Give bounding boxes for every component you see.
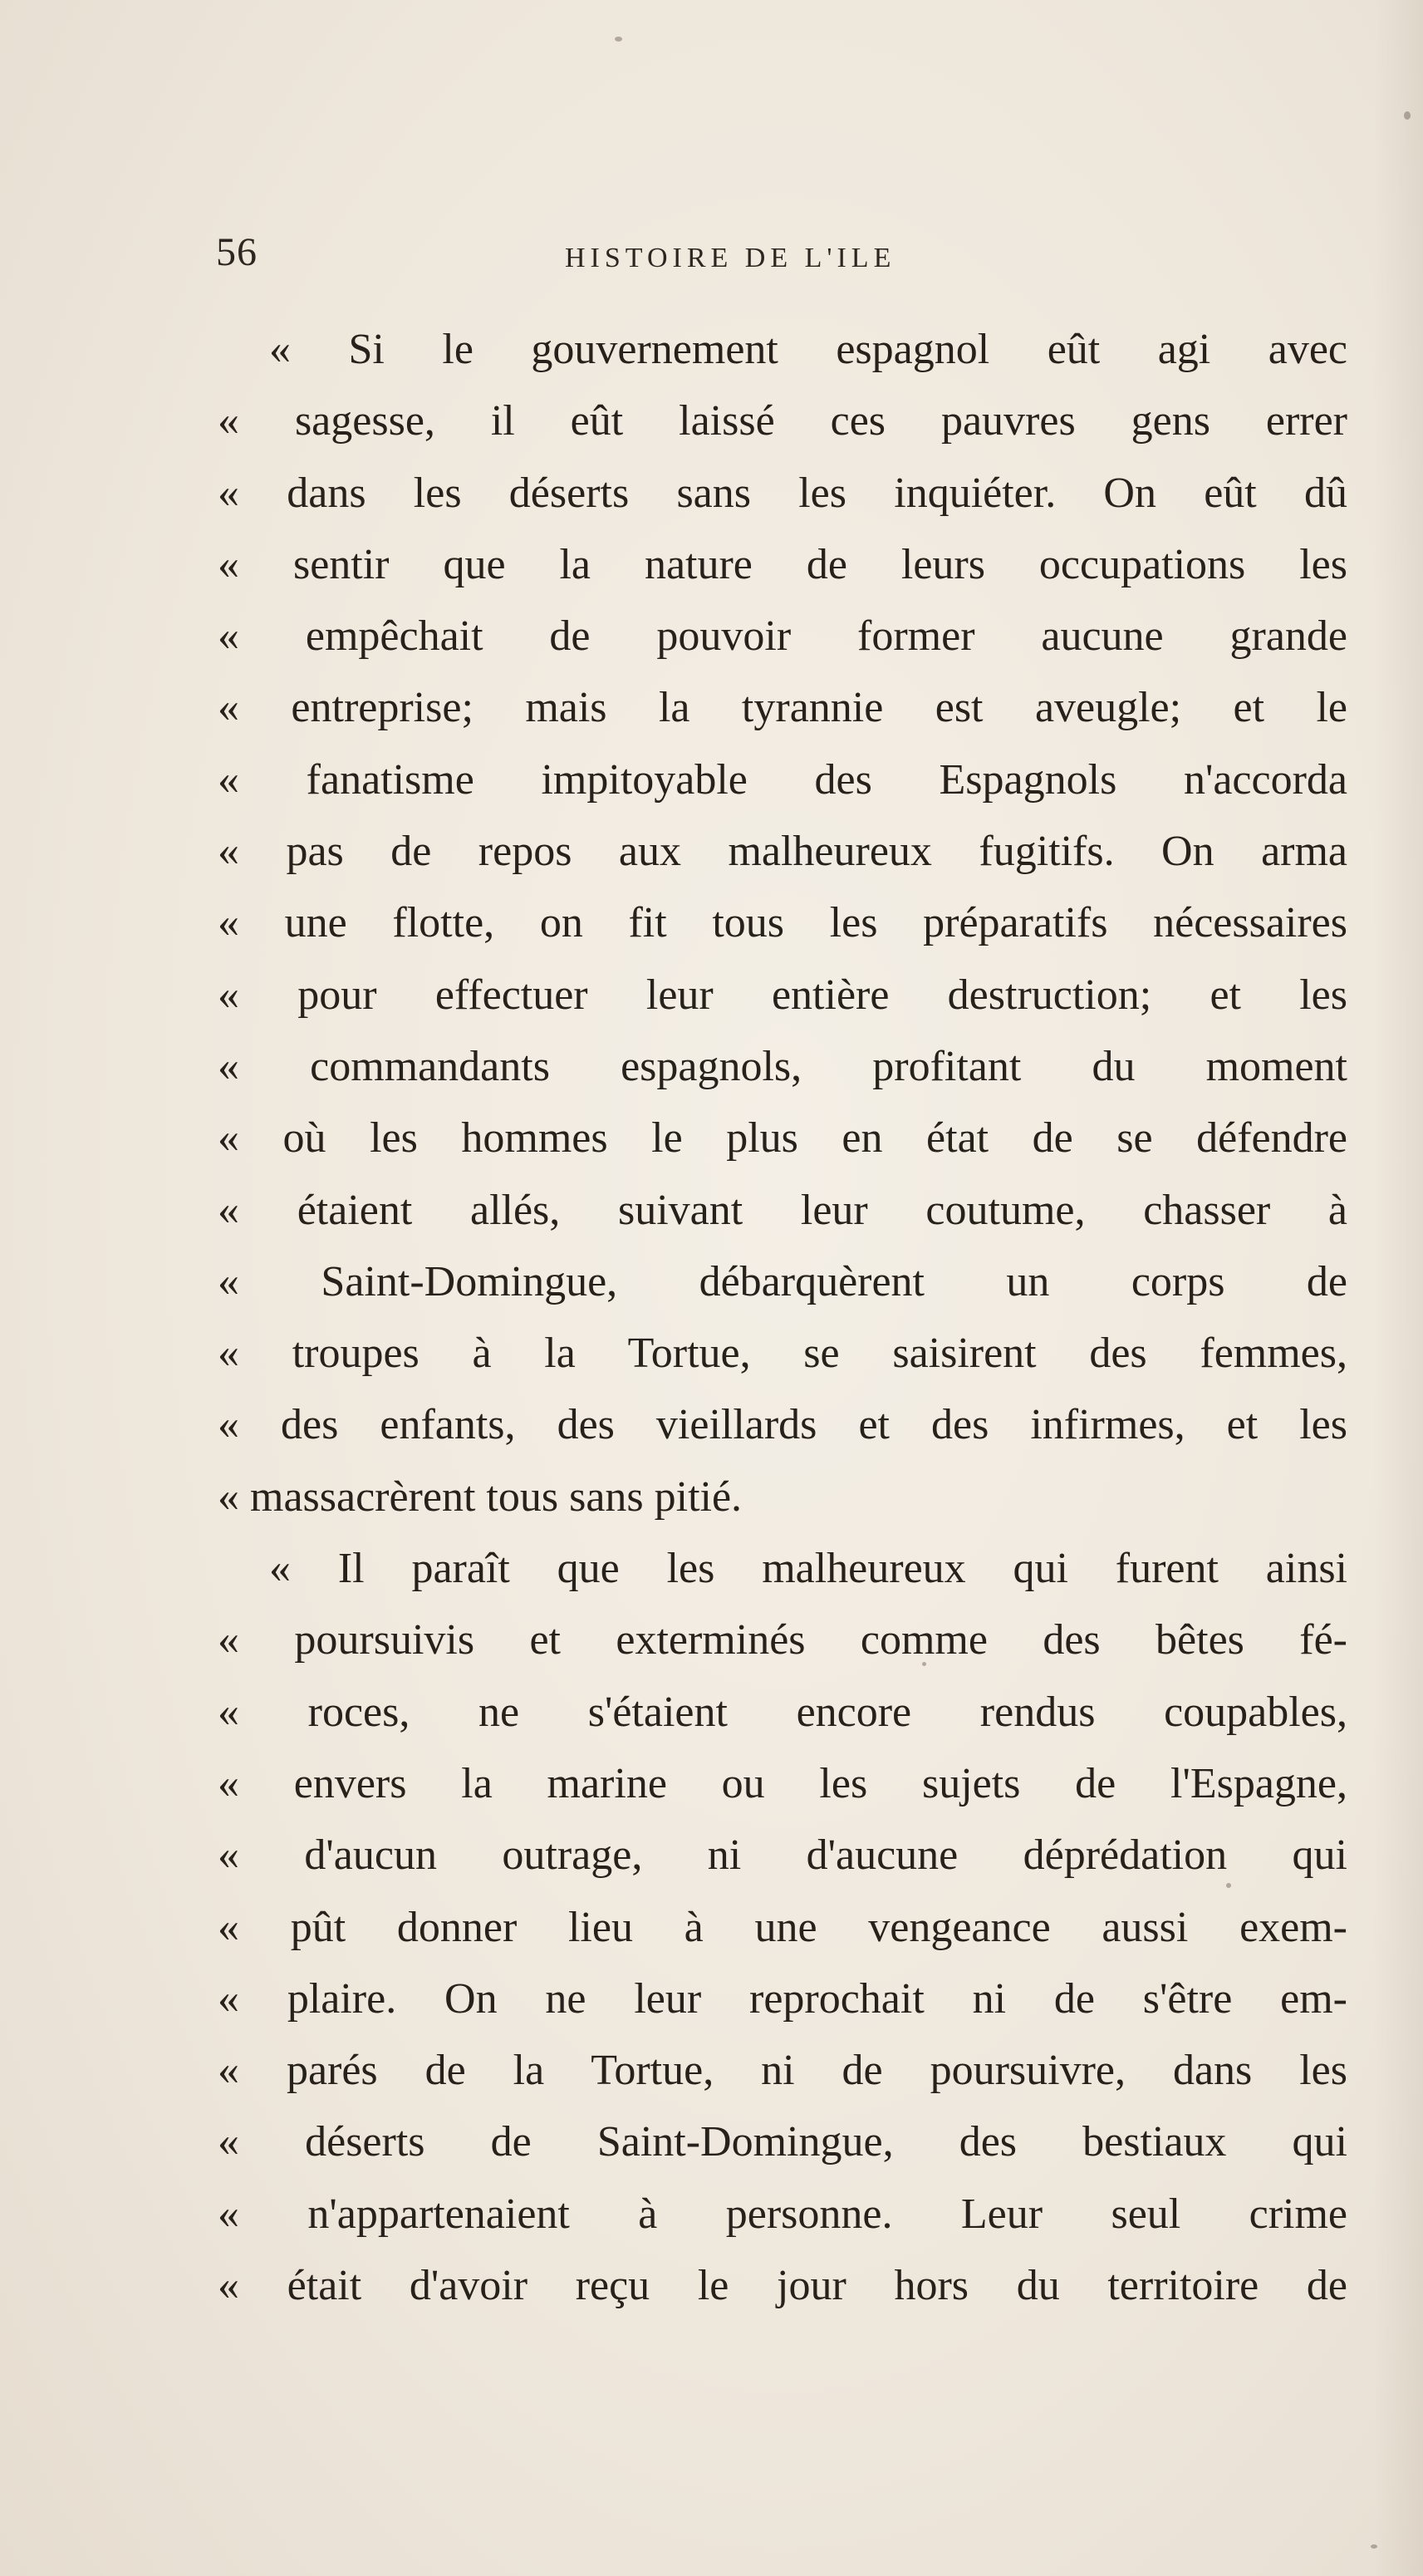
ink-speck <box>1404 111 1411 120</box>
text-line: « étaient allés, suivant leur coutume, chasser à <box>218 1186 1347 1234</box>
text-line: « où les hommes le plus en état de se défendre <box>218 1114 1347 1163</box>
text-line: « massacrèrent tous sans pitié. <box>218 1472 743 1521</box>
text-line: « pour effectuer leur entière destruction; et les <box>218 971 1347 1019</box>
text-line: « entreprise; mais la tyrannie est aveugle; et le <box>218 684 1347 732</box>
text-line: « n'appartenaient à personne. Leur seul crime <box>218 2190 1347 2238</box>
text-line: « empêchait de pouvoir former aucune grande <box>218 612 1347 661</box>
text-line: « dans les déserts sans les inquiéter. On eût dû <box>218 469 1347 517</box>
text-line: « fanatisme impitoyable des Espagnols n'accorda <box>218 755 1347 804</box>
page-header <box>216 229 1346 288</box>
text-line: « plaire. On ne leur reprochait ni de s'être em- <box>218 1974 1347 2023</box>
text-line: « sagesse, il eût laissé ces pauvres gens errer <box>218 397 1347 445</box>
text-line: « poursuivis et exterminés comme des bêtes fé- <box>218 1616 1347 1664</box>
text-line: « était d'avoir reçu le jour hors du territoire de <box>218 2262 1347 2310</box>
text-line: « parés de la Tortue, ni de poursuivre, dans les <box>218 2047 1347 2095</box>
text-line: « commandants espagnols, profitant du moment <box>218 1042 1347 1090</box>
running-head: HISTOIRE DE L'ILE <box>565 243 896 273</box>
ink-speck <box>615 37 622 42</box>
text-line: « des enfants, des vieillards et des infirmes, et les <box>218 1401 1347 1449</box>
page-number: 56 <box>216 230 258 274</box>
text-line: « pas de repos aux malheureux fugitifs. On arma <box>218 828 1347 876</box>
text-line: « Saint-Domingue, débarquèrent un corps de <box>218 1257 1347 1305</box>
text-line: « Si le gouvernement espagnol eût agi avec <box>269 326 1347 373</box>
text-line: « Il paraît que les malheureux qui furent ainsi <box>269 1545 1347 1593</box>
text-line: « d'aucun outrage, ni d'aucune déprédation qui <box>218 1831 1347 1880</box>
text-line: « pût donner lieu à une vengeance aussi exem- <box>218 1903 1347 1951</box>
text-line: « roces, ne s'étaient encore rendus coupables, <box>218 1688 1347 1736</box>
text-line: « une flotte, on fit tous les préparatifs nécessaires <box>218 899 1347 947</box>
ink-speck <box>1371 2544 1377 2549</box>
text-line: « déserts de Saint-Domingue, des bestiaux qui <box>218 2118 1347 2166</box>
body-text <box>218 314 1347 2322</box>
text-line: « envers la marine ou les sujets de l'Espagne, <box>218 1759 1347 1807</box>
text-line: « troupes à la Tortue, se saisirent des femmes, <box>218 1330 1347 1378</box>
text-line: « sentir que la nature de leurs occupations les <box>218 540 1347 588</box>
